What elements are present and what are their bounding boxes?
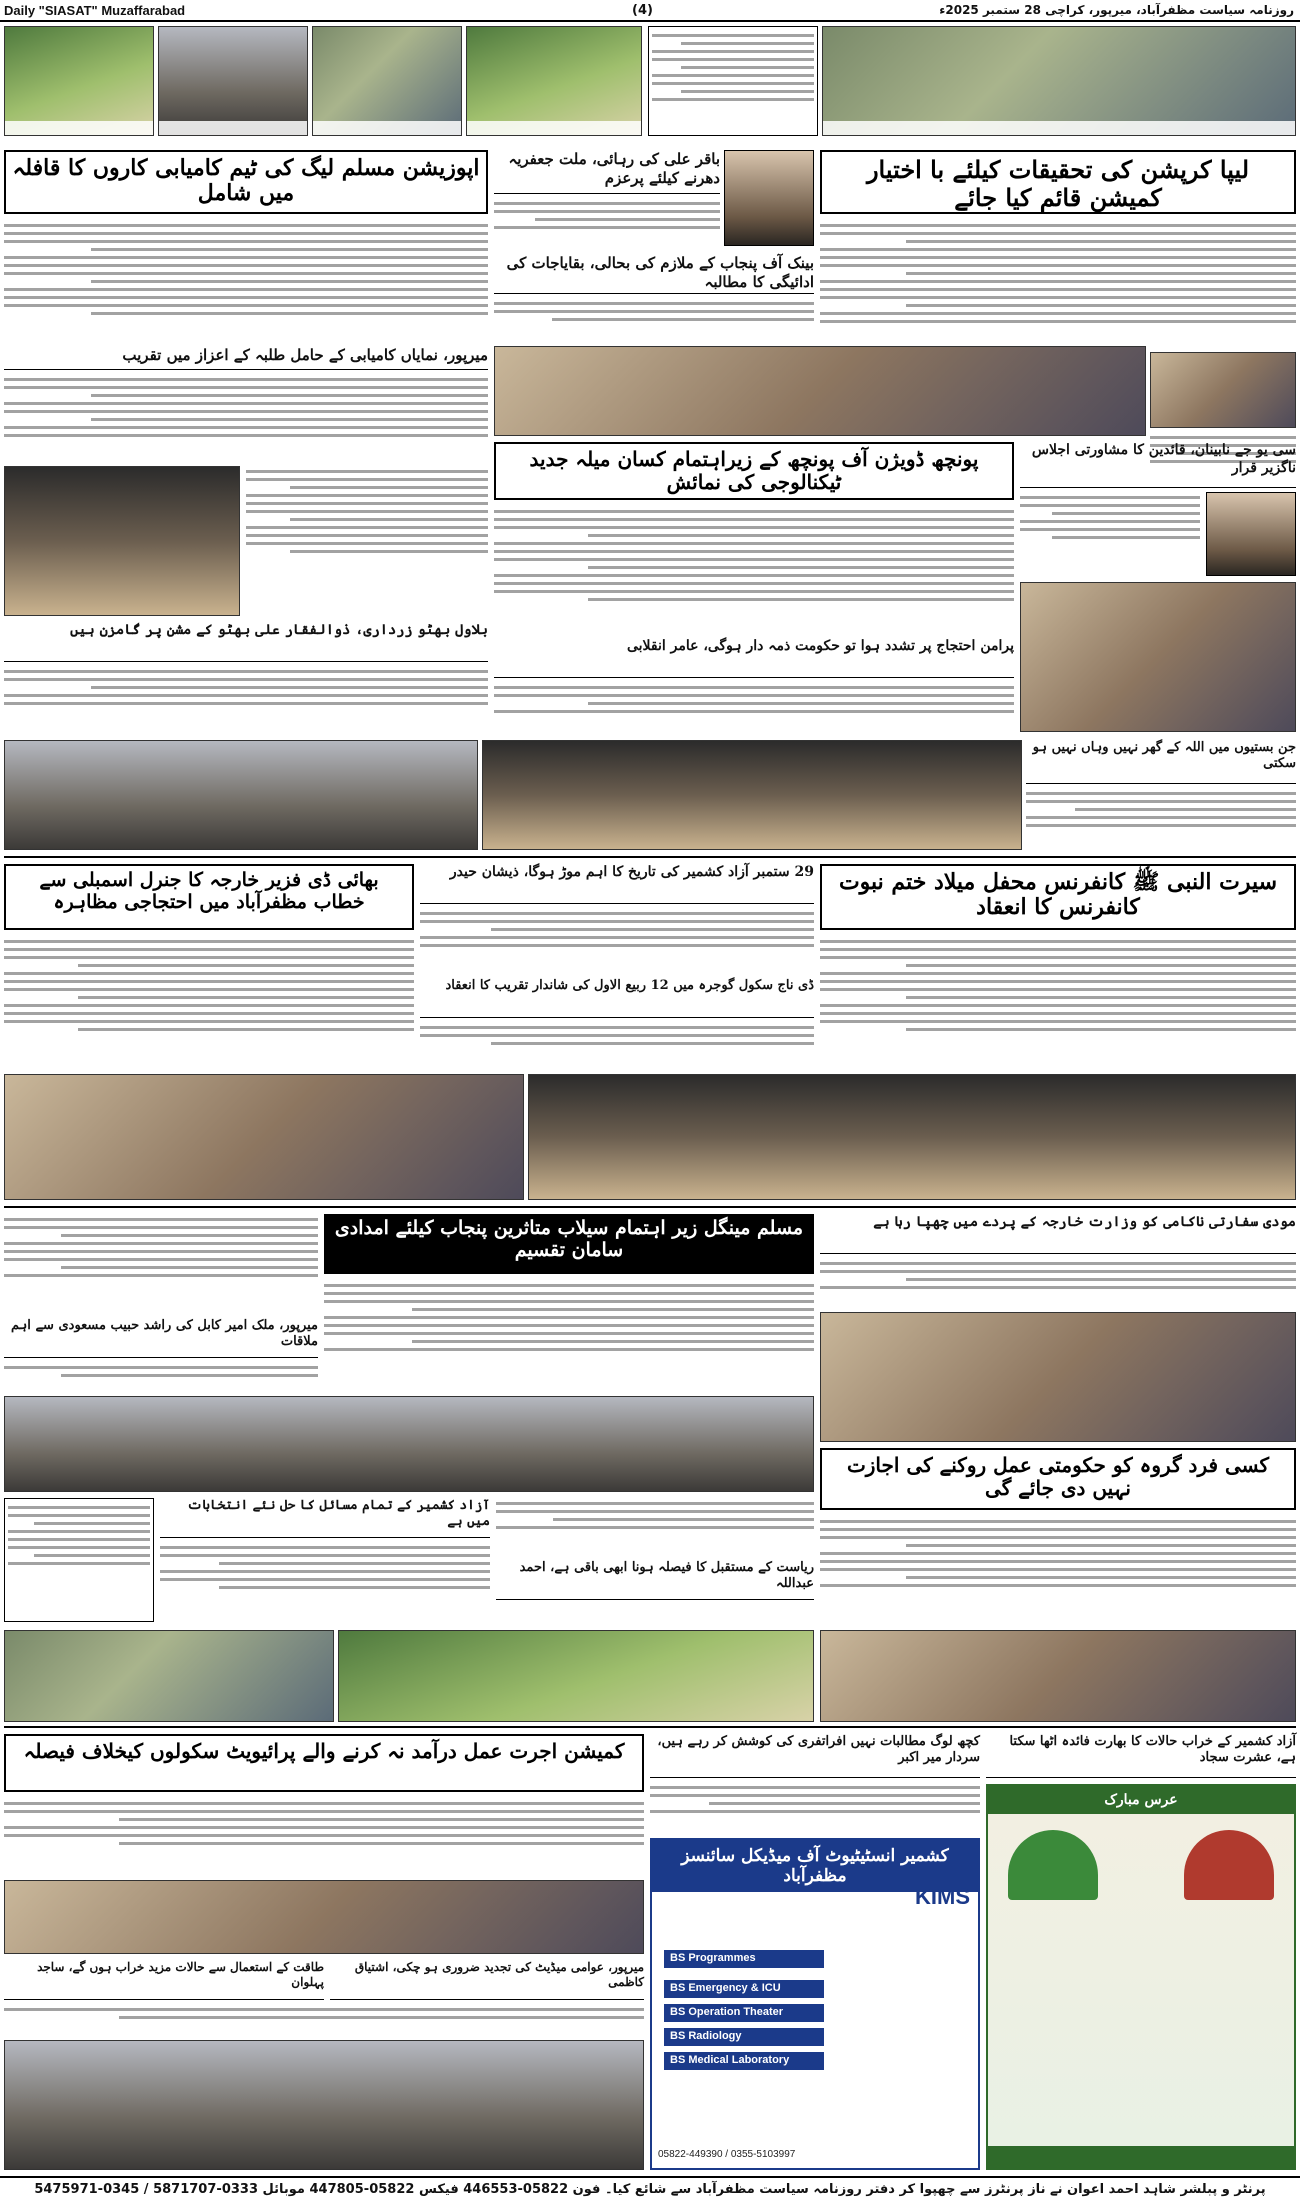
photo-press-conference (494, 346, 1146, 436)
portrait-cuj-leader (1206, 492, 1296, 576)
masthead (0, 0, 1300, 22)
headline-seerat-conference: سیرت النبی ﷺ کانفرنس محفل میلاد ختم نبوت کانفرنس کا انعقاد (820, 864, 1296, 930)
subhead-bank-punjab: بینک آف پنجاب کے ملازم کی بحالی، بقایاجات کی ادائیگی کا مطالبہ (494, 254, 814, 294)
imprint-footer: پرنٹر و پبلشر شاہد احمد اعوان نے ناز پرنٹرز سے چھپوا کر دفتر روزنامہ سیاست مظفرآباد سے شائع کیا۔ فون 05822-446553 فیکس 05822-447805 موبائل 0333-5871707 / 0345-5475971 (0, 2176, 1300, 2200)
article-malik-amir-body (4, 1362, 318, 1390)
article-bilawal-body (4, 666, 488, 726)
subhead-malik-amir: میرپور، ملک امیر کابل کی راشد حبیب مسعودی سے اہم ملاقات (4, 1318, 318, 1358)
kims-ad-title: کشمیر انسٹیٹیوٹ آف میڈیکل سائنسز مظفرآباد (652, 1840, 978, 1892)
headline-lipa-commission: لیپا کرپشن کی تحقیقات کیلئے با اختیار کمیشن قائم کیا جائے (820, 150, 1296, 214)
subhead-mir-akbar: کچھ لوگ مطالبات نہیں افراتفری کی کوشش کر رہے ہیں، سردار میر اکبر (650, 1734, 980, 1778)
photo-delegation (822, 26, 1296, 136)
article-cuj-body (1020, 492, 1200, 576)
photo-relief-packets (158, 26, 308, 136)
photo-flood-aid-2 (338, 1630, 814, 1722)
subhead-ishrat-sajjad: آزاد کشمیر کے خراب حالات کا بھارت فائدہ اٹھا سکتا ہے، عشرت سجاد (986, 1734, 1296, 1778)
photo-speakers-row (482, 740, 1022, 850)
photo-flood-aid-1 (4, 1630, 334, 1722)
mosque-dome-icon (1184, 1830, 1274, 1900)
article-foreign-minister-body (4, 936, 414, 1066)
article-bank-punjab-body (494, 298, 814, 340)
photo-group-bottom (4, 2040, 644, 2170)
headline-no-group-allowed: کسی فرد گروہ کو حکومتی عمل روکنے کی اجازت نہیں دی جائے گی (820, 1448, 1296, 1510)
article-left-brief (246, 466, 488, 616)
photo-leaders-collage (528, 1074, 1296, 1200)
program-label: BS Medical Laboratory (664, 2052, 824, 2070)
article-bottom-left-body (4, 2004, 644, 2034)
urs-advertisement (986, 1784, 1296, 2170)
subhead-new-elections: آزاد کشمیر کے تمام مسائل کا حل نئے انتخابات میں ہے (160, 1498, 490, 1538)
photo-office-meeting (820, 1312, 1296, 1442)
article-kisan-mela-body (494, 506, 1014, 632)
article-mir-akbar-body (650, 1782, 980, 1832)
article-mirpur-students-body (4, 374, 488, 464)
article-29-september-body (420, 908, 814, 972)
article-dnaj-school-body (420, 1022, 814, 1066)
photo-officials (466, 26, 642, 136)
article-peaceful-protest-body (494, 682, 1014, 732)
photo-scholars-meeting (4, 1396, 814, 1492)
article-mosque-body (1026, 788, 1296, 850)
subhead-mosque-quote: جن بستیوں میں اللہ کے گھر نہیں وہاں نہیں ہو سکتی (1026, 740, 1296, 784)
kims-advertisement (650, 1838, 980, 2170)
dateline: روزنامہ سیاست مظفرآباد، میرپور، کراچی 28 ستمبر 2025ء (939, 3, 1294, 17)
section-divider (4, 1206, 1296, 1208)
section-divider (4, 1726, 1296, 1728)
subhead-modi-diplomacy: مودی سفارتی ناکامی کو وزارت خارجہ کے پردے میں چھپا رہا ہے (820, 1214, 1296, 1254)
subhead-cuj-meeting: سی یو جے نابینان، قائدین کا مشاورتی اجلاس ناگزیر قرار (1020, 442, 1296, 488)
photo-distribution (312, 26, 462, 136)
subhead-29-september: 29 ستمبر آزاد کشمیر کی تاریخ کا اہم موڑ ہوگا، ذیشان حیدر (420, 864, 814, 904)
kims-contact: 05822-449390 / 0355-5103997 (658, 2149, 796, 2160)
article-muslim-league-body (4, 220, 488, 340)
program-label: BS Programmes (664, 1950, 824, 1968)
photo-meeting-lahore (1150, 352, 1296, 428)
program-label: BS Radiology (664, 2028, 824, 2046)
article-seerat-body (820, 936, 1296, 1066)
article-private-schools-body (4, 1798, 644, 1874)
program-label: BS Operation Theater (664, 2004, 824, 2022)
article-no-group-body (820, 1516, 1296, 1628)
photo-seminar-hall (4, 1074, 524, 1200)
photo-hospital-visit (820, 1630, 1296, 1722)
urs-ad-footer (988, 2146, 1294, 2168)
subhead-ishtiaq-kazmi: میرپور، عوامی میڈیٹ کی تجدید ضروری ہو چکی، اشتیاق کاظمی (330, 1960, 644, 2000)
headline-flood-relief: مسلم مینگل زیر اہتمام سیلاب متاثرین پنجاب کیلئے امدادی سامان تقسیم (324, 1214, 814, 1274)
subhead-baqir-ali: باقر علی کی رہائی، ملت جعفریہ دھرنے کیلئے پرعزم (494, 150, 720, 194)
portrait-baqir-ali (724, 150, 814, 246)
program-label: BS Emergency & ICU (664, 1980, 824, 1998)
headline-foreign-minister: بھائی ڈی فزیر خارجہ کا جنرل اسمبلی سے خطاب مظفرآباد میں احتجاجی مظاہرہ (4, 864, 414, 930)
photo-relief-goods (4, 26, 154, 136)
article-new-elections-body (160, 1542, 490, 1622)
article-lipa-body (820, 220, 1296, 350)
page-number: (4) (632, 3, 653, 18)
subhead-sajid-pehlwan: طاقت کے استعمال سے حالات مزید خراب ہوں گے، ساجد پہلوان (4, 1960, 324, 2000)
section-divider (4, 856, 1296, 858)
headline-kisan-mela: پونچھ ڈویژن آف پونچھ کے زیراہتمام کسان میلہ جدید ٹیکنالوجی کی نمائش (494, 442, 1014, 500)
subhead-mirpur-students: میرپور، نمایاں کامیابی کے حامل طلبہ کے اعزاز میں تقریب (4, 346, 488, 370)
subhead-bilawal: بلاول بھٹو زرداری، ذوالفقار علی بھٹو کے مشن پر گامزن ہیں (4, 622, 488, 662)
article-flood-relief-body (324, 1280, 814, 1390)
urs-ad-title: عرس مبارک (988, 1786, 1294, 1814)
photo-award-ceremony (4, 1880, 644, 1954)
kims-brand: KIMS (915, 1884, 970, 1909)
photo-mosque-gathering (4, 740, 478, 850)
paper-name: Daily "SIASAT" Muzaffarabad (4, 3, 186, 18)
headline-private-schools: کمیشن اجرت عمل درآمد نہ کرنے والے پرائیویٹ سکولوں کیخلاف فیصلہ (4, 1734, 644, 1792)
article-state-future-body (496, 1498, 814, 1556)
photo-cultural-event (4, 466, 240, 616)
subhead-state-future: ریاست کے مستقبل کا فیصلہ ہونا ابھی باقی ہے، احمد عبداللہ (496, 1560, 814, 1600)
shrine-dome-icon (1008, 1830, 1098, 1900)
photo-police-meeting (1020, 582, 1296, 732)
article-baqir-ali-body (494, 198, 720, 248)
article-modi-body (820, 1258, 1296, 1308)
subhead-dnaj-school: ڈی ناج سکول گوجرہ میں 12 ربیع الاول کی شاندار تقریب کا انعقاد (420, 978, 814, 1018)
headline-muslim-league: اپوزیشن مسلم لیگ کی ٹیم کامیابی کاروں کا قافلہ میں شامل (4, 150, 488, 214)
top-brief-column (648, 26, 818, 136)
article-israel-brief (4, 1498, 154, 1622)
subhead-peaceful-protest: پرامن احتجاج پر تشدد ہوا تو حکومت ذمہ دار ہوگی، عامر انقلابی (494, 638, 1014, 678)
article-left-column-row4 (4, 1214, 318, 1314)
